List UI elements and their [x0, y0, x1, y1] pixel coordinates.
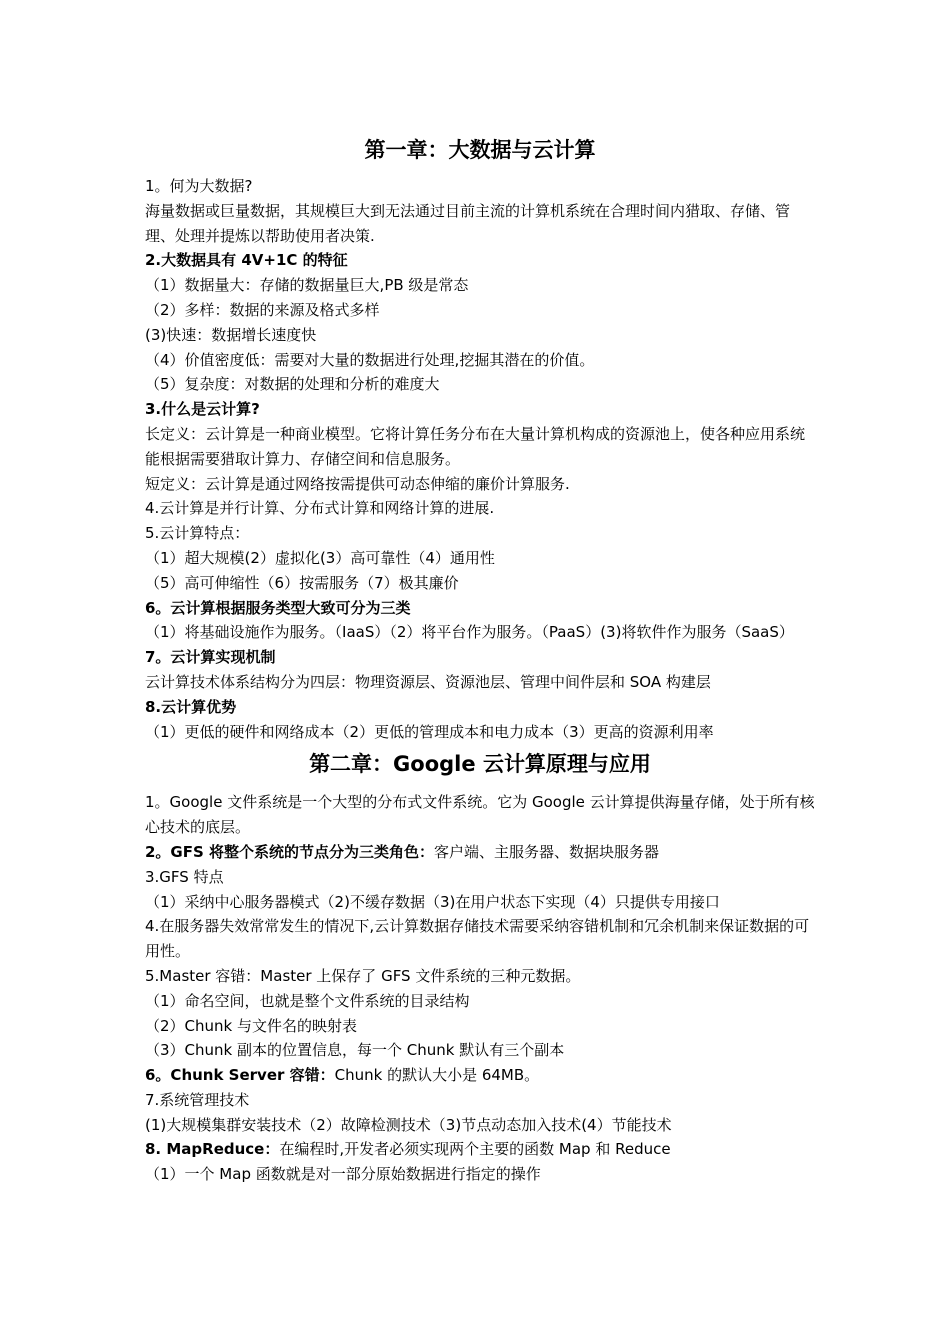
paragraph-line — [145, 865, 815, 890]
chapter2-title: 第二章：Google 云计算原理与应用 — [309, 752, 651, 777]
paragraph-line — [145, 720, 815, 745]
line-text: 云计算技术体系结构分为四层：物理资源层、资源池层、管理中间件层和 SOA 构建层 — [145, 672, 711, 691]
paragraph-line — [145, 1113, 815, 1138]
paragraph-line — [145, 620, 815, 645]
line-text-rest: Chunk 的默认大小是 64MB。 — [334, 1066, 540, 1085]
paragraph-line — [145, 964, 815, 989]
line-text: （1）更低的硬件和网络成本（2）更低的管理成本和电力成本（3）更高的资源利用率 — [145, 722, 714, 741]
line-text: 3.GFS 特点 — [145, 867, 224, 886]
line-text: 6。Chunk Server 容错： — [145, 1066, 335, 1085]
paragraph-line — [145, 199, 815, 249]
line-text: （1）超大规模(2）虚拟化(3）高可靠性（4）通用性 — [145, 548, 495, 567]
line-text: 1。何为大数据? — [145, 177, 253, 195]
line-text-rest: 在编程时,开发者必须实现两个主要的函数 Map 和 Reduce — [279, 1140, 671, 1159]
paragraph-line — [145, 1063, 815, 1088]
line-text: 5.Master 容错：Master 上保存了 GFS 文件系统的三种元数据。 — [145, 966, 581, 985]
paragraph-line — [145, 397, 815, 422]
paragraph-line — [145, 323, 815, 348]
line-text: （1）数据量大：存储的数据量巨大,PB 级是常态 — [145, 276, 469, 295]
paragraph-line — [145, 472, 815, 497]
paragraph-line — [145, 496, 815, 521]
line-text: 5.云计算特点： — [145, 524, 250, 543]
line-text: 4.云计算是并行计算、分布式计算和网络计算的进展. — [145, 499, 495, 518]
line-text-rest: 客户端、主服务器、数据块服务器 — [434, 842, 660, 861]
line-text: 6。云计算根据服务类型大致可分为三类 — [145, 598, 411, 617]
paragraph-line — [145, 521, 815, 546]
paragraph-line — [145, 989, 815, 1014]
paragraph-line — [145, 372, 815, 397]
paragraph-line — [145, 645, 815, 670]
line-text: (1)大规模集群安装技术（2）故障检测技术（3)节点动态加入技术(4）节能技术 — [145, 1115, 672, 1134]
paragraph-line — [145, 1038, 815, 1063]
line-text: （2）Chunk 与文件名的映射表 — [145, 1016, 357, 1035]
paragraph-line — [145, 1162, 815, 1187]
paragraph-line — [145, 273, 815, 298]
chapter1-title: 第一章：大数据与云计算 — [364, 138, 596, 162]
paragraph-line — [145, 670, 815, 695]
paragraph-line — [145, 840, 815, 865]
line-text: 长定义：云计算是一种商业模型。它将计算任务分布在大量计算机构成的资源池上，使各种应用系统能根据需要猎取计算力、存储空间和信息服务。 — [145, 424, 806, 468]
line-text: （1）一个 Map 函数就是对一部分原始数据进行指定的操作 — [145, 1165, 541, 1184]
paragraph-line — [145, 890, 815, 915]
line-text: （1）将基础设施作为服务。（IaaS）（2）将平台作为服务。（PaaS）(3)将软件作为服务（SaaS） — [145, 623, 794, 642]
paragraph-line — [145, 546, 815, 571]
line-text: 2.大数据具有 4V+1C 的特征 — [145, 251, 348, 270]
line-text: 7.系统管理技术 — [145, 1090, 250, 1109]
line-text: （5）复杂度：对数据的处理和分析的难度大 — [145, 375, 440, 394]
line-text: 海量数据或巨量数据，其规模巨大到无法通过目前主流的计算机系统在合理时间内猎取、存储、管理、处理并提炼以帮助使用者决策. — [145, 201, 791, 245]
line-text: 2。GFS 将整个系统的节点分为三类角色： — [145, 842, 435, 861]
paragraph-line — [145, 422, 815, 472]
paragraph-line — [145, 298, 815, 323]
line-text: 4.在服务器失效常常发生的情况下,云计算数据存储技术需要采纳容错机制和冗余机制来保证数据的可用性。 — [145, 917, 810, 961]
chapter1-body — [145, 174, 815, 744]
paragraph-line — [145, 914, 815, 964]
paragraph-line — [145, 1014, 815, 1039]
paragraph-line — [145, 174, 815, 199]
chapter2-body — [145, 790, 815, 1187]
line-text: 8. MapReduce： — [145, 1140, 280, 1159]
paragraph-line — [145, 695, 815, 720]
line-text: 3.什么是云计算? — [145, 400, 260, 419]
paragraph-line — [145, 1088, 815, 1113]
line-text: （1）采纳中心服务器模式（2)不缓存数据（3)在用户状态下实现（4）只提供专用接口 — [145, 892, 720, 911]
document-page — [145, 132, 815, 1187]
line-text: （3）Chunk 副本的位置信息，每一个 Chunk 默认有三个副本 — [145, 1041, 565, 1060]
paragraph-line — [145, 348, 815, 373]
line-text: (3)快速：数据增长速度快 — [145, 325, 317, 344]
line-text: （4）价值密度低：需要对大量的数据进行处理,挖掘其潜在的价值。 — [145, 350, 595, 369]
line-text: 7。云计算实现机制 — [145, 648, 276, 667]
paragraph-line — [145, 790, 815, 840]
paragraph-line — [145, 1137, 815, 1162]
paragraph-line — [145, 248, 815, 273]
line-text: 短定义：云计算是通过网络按需提供可动态伸缩的廉价计算服务. — [145, 474, 570, 493]
line-text: 8.云计算优势 — [145, 697, 237, 716]
paragraph-line — [145, 571, 815, 596]
line-text: （1）命名空间，也就是整个文件系统的目录结构 — [145, 991, 470, 1010]
line-text: 1。Google 文件系统是一个大型的分布式文件系统。它为 Google 云计算提供海量存储，处于所有核心技术的底层。 — [145, 793, 815, 837]
line-text: （5）高可伸缩性（6）按需服务（7）极其廉价 — [145, 573, 459, 592]
paragraph-line — [145, 596, 815, 621]
line-text: （2）多样：数据的来源及格式多样 — [145, 300, 380, 319]
